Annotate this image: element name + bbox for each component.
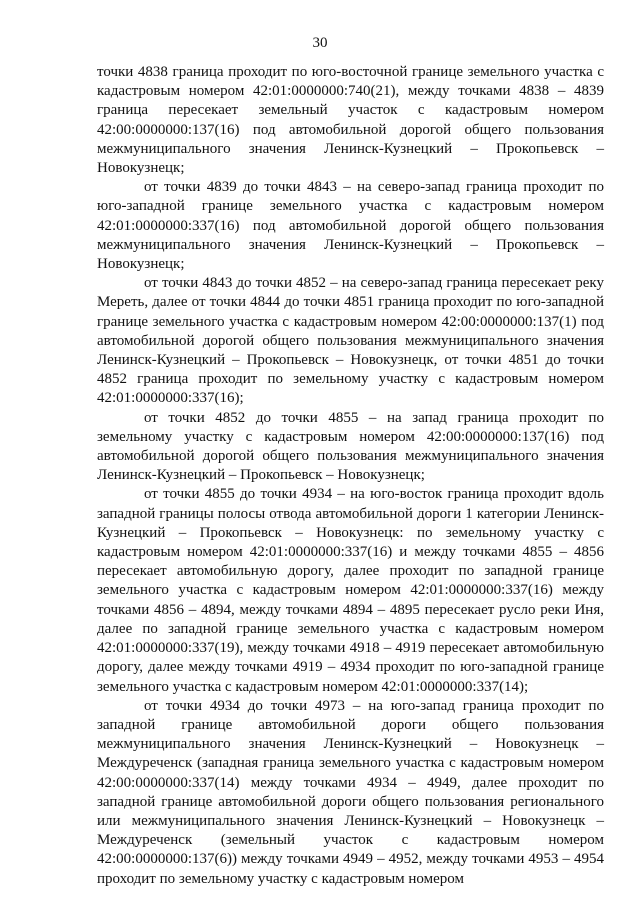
document-body <box>97 63 604 889</box>
paragraph-continuation: точки 4838 граница проходит по юго-восточной границе земельного участка с кадастровым номером 42:01:0000000:740(21), между точками 4838 – 4839 граница пересекает земельный участок с кадастровым номером 42:00:0000000:137(16) под автомобильной дорогой общего пользования межмуниципального значения Ленинск-Кузнецкий – Прокопьевск – Новокузнецк; <box>97 64 604 177</box>
paragraph-4934-4973: от точки 4934 до точки 4973 – на юго-запад граница проходит по западной границе автомобильной дороги общего пользования межмуниципального значения Ленинск-Кузнецкий – Новокузнецк – Междуреченск (западная граница земельного участка с кадастровым номером 42:00:0000000:337(14) между точками 4934 – 4949, далее проходит по западной границе автомобильной дороги общего пользования регионального или межмуниципального значения Ленинск-Кузнецкий – Новокузнецк – Междуреченск (земельный участок с кадастровым номером 42:00:0000000:137(6)) между точками 4949 – 4952, между точками 4953 – 4954 проходит по земельному участку с кадастровым номером <box>97 697 604 887</box>
paragraph-4843-4852: от точки 4843 до точки 4852 – на северо-запад граница пересекает реку Мереть, далее от точки 4844 до точки 4851 граница проходит по юго-западной границе земельного участка с кадастровым номером 42:00:0000000:137(1) под автомобильной дорогой общего пользования межмуниципального значения Ленинск-Кузнецкий – Прокопьевск – Новокузнецк, от точки 4851 до точки 4852 граница проходит по земельному участку с кадастровым номером 42:01:0000000:337(16); <box>97 275 604 407</box>
paragraph-4852-4855: от точки 4852 до точки 4855 – на запад граница проходит по земельному участку с кадастровым номером 42:00:0000000:137(16) под автомобильной дорогой общего пользования межмуниципального значения Ленинск-Кузнецкий – Прокопьевск – Новокузнецк; <box>97 409 604 484</box>
page-number: 30 <box>312 35 328 51</box>
paragraph-4855-4934: от точки 4855 до точки 4934 – на юго-восток граница проходит вдоль западной границы полосы отвода автомобильной дороги 1 категории Ленинск-Кузнецкий – Прокопьевск – Новокузнецк: по земельному участку с кадастровым номером 42:01:0000000:337(16) и между точками 4855 – 4856 пересекает автомобильную дорогу, далее проходит по западной границе земельного участка с кадастровым номером 42:01:0000000:337(16) между точками 4856 – 4894, между точками 4894 – 4895 пересекает русло реки Иня, далее по западной границе земельного участка с кадастровым номером 42:01:0000000:337(19), между точками 4918 – 4919 пересекает автомобильную дорогу, далее между точками 4919 – 4934 проходит по юго-западной границе земельного участка с кадастровым номером 42:01:0000000:337(14); <box>97 486 604 695</box>
paragraph-4839-4843: от точки 4839 до точки 4843 – на северо-запад граница проходит по юго-западной границе земельного участка с кадастровым номером 42:01:0000000:337(16) под автомобильной дорогой общего пользования межмуниципального значения Ленинск-Кузнецкий – Прокопьевск – Новокузнецк; <box>97 179 604 273</box>
